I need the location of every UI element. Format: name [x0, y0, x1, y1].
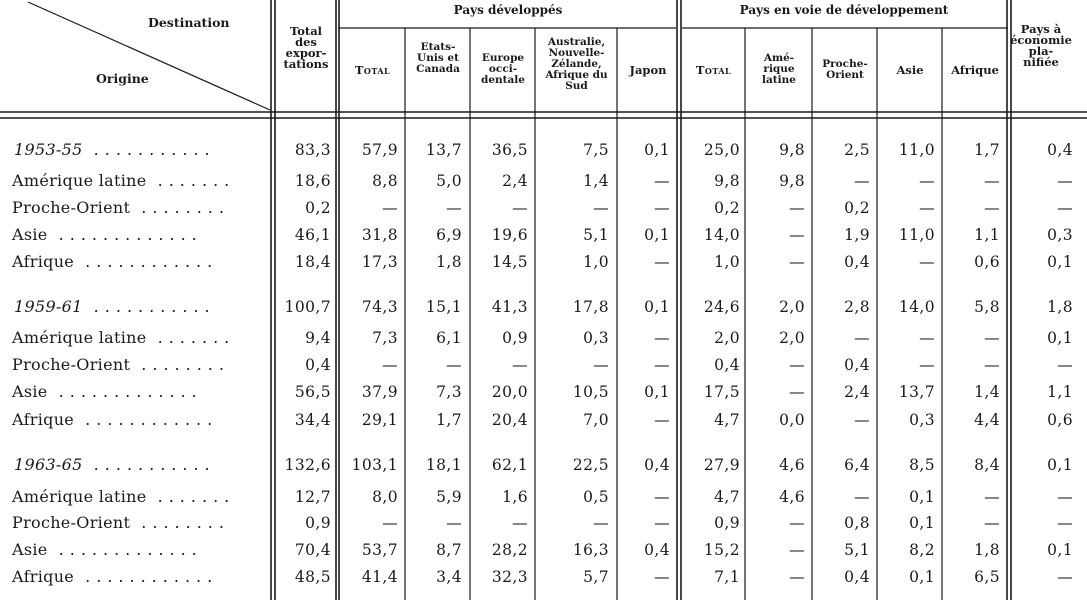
period-label: 1953-55 ........... — [14, 140, 216, 159]
table-cell: 2,4 — [844, 383, 870, 401]
table-cell: — — [984, 488, 1000, 506]
table-cell: 100,7 — [284, 298, 331, 316]
table-cell: 0,3 — [583, 329, 609, 347]
table-cell: 41,3 — [491, 298, 528, 316]
table-cell: 1,7 — [436, 411, 462, 429]
table-cell: 0,5 — [583, 488, 609, 506]
region-label: Asie ............. — [12, 225, 203, 244]
table-cell: 5,7 — [583, 568, 609, 586]
table-cell: — — [789, 541, 805, 559]
asia-header: Asie — [896, 63, 924, 77]
table-cell: 41,4 — [361, 568, 398, 586]
western-europe-header: Europe occi- dentale — [481, 52, 525, 86]
table-cell: — — [1057, 568, 1073, 586]
table-cell: 0,1 — [909, 488, 935, 506]
table-cell: — — [1057, 514, 1073, 532]
table-cell: — — [789, 199, 805, 217]
table-cell: 53,7 — [361, 541, 398, 559]
table-cell: 5,1 — [583, 226, 609, 244]
table-cell: 15,1 — [425, 298, 462, 316]
table-cell: — — [1057, 199, 1073, 217]
table-cell: 0,1 — [1047, 541, 1073, 559]
table-cell: — — [654, 568, 670, 586]
table-cell: 0,4 — [714, 356, 740, 374]
table-cell: 17,5 — [703, 383, 740, 401]
table-cell: 1,0 — [714, 253, 740, 271]
table-cell: 19,6 — [491, 226, 528, 244]
table-cell: 0,8 — [844, 514, 870, 532]
leader-dots: ........ — [130, 513, 230, 532]
table-cell: 10,5 — [572, 383, 609, 401]
table-cell: 11,0 — [898, 226, 935, 244]
period-label: 1959-61 ........... — [14, 297, 216, 316]
table-cell: 2,5 — [844, 141, 870, 159]
table-cell: — — [984, 172, 1000, 190]
table-cell: 20,0 — [491, 383, 528, 401]
table-cell: — — [789, 226, 805, 244]
table-cell: — — [984, 356, 1000, 374]
table-cell: 103,1 — [351, 456, 398, 474]
origin-label: Origine — [96, 71, 149, 86]
table-cell: 18,6 — [294, 172, 331, 190]
table-cell: 8,7 — [436, 541, 462, 559]
table-cell: 83,3 — [294, 141, 331, 159]
table-cell: 0,9 — [502, 329, 528, 347]
table-cell: 0,2 — [714, 199, 740, 217]
leader-dots: ........ — [130, 355, 230, 374]
table-cell: 0,1 — [909, 514, 935, 532]
table-cell: 2,0 — [714, 329, 740, 347]
table-cell: — — [654, 172, 670, 190]
table-cell: 1,1 — [1047, 383, 1073, 401]
table-cell: — — [593, 356, 609, 374]
table-cell: 2,0 — [779, 298, 805, 316]
region-label: Proche-Orient ........ — [12, 355, 230, 374]
region-label: Asie ............. — [12, 382, 203, 401]
table-cell: — — [919, 253, 935, 271]
leader-dots: ............. — [47, 540, 203, 559]
total-exports-header: Total des expor- tations — [283, 24, 329, 71]
table-cell: 74,3 — [361, 298, 398, 316]
region-label: Proche-Orient ........ — [12, 513, 230, 532]
table-cell: — — [654, 488, 670, 506]
table-cell: 11,0 — [898, 141, 935, 159]
table-cell: 0,1 — [1047, 456, 1073, 474]
table-cell: 8,0 — [372, 488, 398, 506]
table-cell: 31,8 — [361, 226, 398, 244]
table-cell: 1,7 — [974, 141, 1000, 159]
leader-dots: ............ — [74, 410, 219, 429]
leader-dots: ............ — [74, 252, 219, 271]
table-cell: — — [854, 488, 870, 506]
table-cell: 0,2 — [844, 199, 870, 217]
table-cell: 4,7 — [714, 411, 740, 429]
leader-dots: ....... — [146, 487, 236, 506]
table-cell: — — [654, 514, 670, 532]
table-cell: — — [984, 514, 1000, 532]
table-cell: 1,4 — [974, 383, 1000, 401]
table-cell: 1,9 — [844, 226, 870, 244]
table-cell: — — [919, 199, 935, 217]
table-cell: — — [789, 356, 805, 374]
table-cell: — — [854, 411, 870, 429]
table-cell: — — [593, 514, 609, 532]
table-cell: 3,4 — [436, 568, 462, 586]
table-cell: — — [382, 199, 398, 217]
table-cell: 1,0 — [583, 253, 609, 271]
table-cell: 36,5 — [491, 141, 528, 159]
table-cell: — — [593, 199, 609, 217]
table-cell: — — [446, 199, 462, 217]
table-cell: — — [446, 356, 462, 374]
table-cell: 0,1 — [1047, 253, 1073, 271]
table-cell: 2,8 — [844, 298, 870, 316]
table-cell: 15,2 — [703, 541, 740, 559]
table-cell: 5,1 — [844, 541, 870, 559]
table-cell: — — [1057, 488, 1073, 506]
table-cell: 9,4 — [305, 329, 331, 347]
table-cell: 0,6 — [1047, 411, 1073, 429]
table-cell: 6,5 — [974, 568, 1000, 586]
table-cell: 24,6 — [703, 298, 740, 316]
table-cell: 7,1 — [714, 568, 740, 586]
table-cell: 0,9 — [714, 514, 740, 532]
destination-label: Destination — [148, 15, 230, 30]
table-cell: 1,8 — [1047, 298, 1073, 316]
table-cell: 13,7 — [425, 141, 462, 159]
table-cell: 56,5 — [294, 383, 331, 401]
region-label: Amérique latine ....... — [12, 171, 236, 190]
table-cell: 0,4 — [844, 253, 870, 271]
table-cell: 9,8 — [779, 172, 805, 190]
table-cell: 0,4 — [644, 541, 670, 559]
table-cell: 0,4 — [1047, 141, 1073, 159]
table-cell: 6,9 — [436, 226, 462, 244]
table-cell: — — [654, 329, 670, 347]
leader-dots: ........... — [82, 455, 216, 474]
near-east-header: Proche- Orient — [822, 58, 868, 81]
region-label: Amérique latine ....... — [12, 328, 236, 347]
table-cell: — — [919, 329, 935, 347]
table-cell: 14,0 — [703, 226, 740, 244]
table-cell: — — [919, 356, 935, 374]
table-cell: 37,9 — [361, 383, 398, 401]
australia-nz-sa-header: Australie, Nouvelle- Zélande, Afrique du Sud — [545, 36, 608, 92]
table-cell: 62,1 — [491, 456, 528, 474]
table-cell: — — [382, 514, 398, 532]
leader-dots: ............. — [47, 382, 203, 401]
table-cell: — — [654, 253, 670, 271]
table-cell: 0,4 — [844, 356, 870, 374]
table-cell: — — [789, 514, 805, 532]
table-cell: 1,8 — [436, 253, 462, 271]
region-label: Afrique ............ — [12, 252, 219, 271]
table-cell: 16,3 — [572, 541, 609, 559]
table-cell: 2,0 — [779, 329, 805, 347]
table-cell: — — [789, 568, 805, 586]
leader-dots: ....... — [146, 328, 236, 347]
table-cell: 1,4 — [583, 172, 609, 190]
table-cell: 8,2 — [909, 541, 935, 559]
region-label: Proche-Orient ........ — [12, 198, 230, 217]
table-cell: 1,8 — [974, 541, 1000, 559]
table-cell: 32,3 — [491, 568, 528, 586]
table-cell: 0,0 — [779, 411, 805, 429]
table-cell: — — [654, 199, 670, 217]
table-cell: 0,1 — [644, 141, 670, 159]
table-cell: 4,6 — [779, 488, 805, 506]
table-cell: 5,0 — [436, 172, 462, 190]
table-cell: 20,4 — [491, 411, 528, 429]
table-cell: 7,5 — [583, 141, 609, 159]
table-cell: 0,1 — [1047, 329, 1073, 347]
leader-dots: ....... — [146, 171, 236, 190]
table-cell: 9,8 — [779, 141, 805, 159]
developing-total-header: Total — [695, 63, 732, 77]
africa-header: Afrique — [951, 63, 999, 77]
table-cell: 0,3 — [1047, 226, 1073, 244]
table-cell: 70,4 — [294, 541, 331, 559]
region-label: Asie ............. — [12, 540, 203, 559]
table-cell: 0,9 — [305, 514, 331, 532]
table-cell: 0,4 — [844, 568, 870, 586]
region-label: Afrique ............ — [12, 567, 219, 586]
table-cell: — — [446, 514, 462, 532]
table-cell: 0,1 — [644, 226, 670, 244]
table-cell: 8,4 — [974, 456, 1000, 474]
leader-dots: ............. — [47, 225, 203, 244]
table-cell: 48,5 — [294, 568, 331, 586]
table-cell: 17,3 — [361, 253, 398, 271]
leader-dots: ............ — [74, 567, 219, 586]
table-cell: 7,3 — [372, 329, 398, 347]
table-cell: — — [512, 356, 528, 374]
table-cell: 1,6 — [502, 488, 528, 506]
table-cell: — — [1057, 172, 1073, 190]
table-cell: 0,4 — [305, 356, 331, 374]
leader-dots: ........... — [82, 297, 216, 316]
table-cell: 14,5 — [491, 253, 528, 271]
table-cell: 2,4 — [502, 172, 528, 190]
japan-header: Japon — [629, 63, 667, 77]
developed-header: Pays développés — [453, 3, 563, 17]
table-cell: 5,8 — [974, 298, 1000, 316]
developed-total-header: Total — [354, 63, 391, 77]
table-cell: 0,6 — [974, 253, 1000, 271]
table-cell: 14,0 — [898, 298, 935, 316]
table-cell: — — [789, 253, 805, 271]
table-cell: 4,7 — [714, 488, 740, 506]
table-cell: 6,4 — [844, 456, 870, 474]
table-cell: — — [1057, 356, 1073, 374]
region-label: Afrique ............ — [12, 410, 219, 429]
table-cell: 4,6 — [779, 456, 805, 474]
usa-canada-header: Etats- Unis et Canada — [416, 41, 460, 75]
table-cell: — — [512, 199, 528, 217]
table-cell: 18,4 — [294, 253, 331, 271]
table-cell: — — [854, 172, 870, 190]
table-cell: 1,1 — [974, 226, 1000, 244]
table-cell: 27,9 — [703, 456, 740, 474]
table-cell: 57,9 — [361, 141, 398, 159]
table-cell: — — [654, 411, 670, 429]
table-cell: 18,1 — [425, 456, 462, 474]
table-cell: 22,5 — [572, 456, 609, 474]
table-cell: 0,4 — [644, 456, 670, 474]
table-cell: 0,2 — [305, 199, 331, 217]
table-cell: 4,4 — [974, 411, 1000, 429]
table-cell: — — [854, 329, 870, 347]
table-cell: 7,0 — [583, 411, 609, 429]
table-cell: 46,1 — [294, 226, 331, 244]
table-cell: — — [919, 172, 935, 190]
table-cell: 0,1 — [644, 383, 670, 401]
region-label: Amérique latine ....... — [12, 487, 236, 506]
latin-america-header: Amé- rique latine — [762, 52, 796, 86]
table-cell: 8,5 — [909, 456, 935, 474]
table-cell: 5,9 — [436, 488, 462, 506]
table-cell: 6,1 — [436, 329, 462, 347]
table-cell: 7,3 — [436, 383, 462, 401]
table-cell: 34,4 — [294, 411, 331, 429]
developing-header: Pays en voie de développement — [739, 3, 949, 17]
table-cell: 12,7 — [294, 488, 331, 506]
planned-economy-header: Pays à économie pla- nifiée — [1010, 22, 1072, 69]
table-cell: — — [654, 356, 670, 374]
table-cell: 13,7 — [898, 383, 935, 401]
table-cell: 29,1 — [361, 411, 398, 429]
table-cell: 0,1 — [909, 568, 935, 586]
table-cell: — — [984, 199, 1000, 217]
table-cell: — — [984, 329, 1000, 347]
leader-dots: ........... — [82, 140, 216, 159]
table-cell: 28,2 — [491, 541, 528, 559]
table-cell: 0,3 — [909, 411, 935, 429]
table-cell: — — [512, 514, 528, 532]
table-cell: 0,1 — [644, 298, 670, 316]
table-cell: 17,8 — [572, 298, 609, 316]
leader-dots: ........ — [130, 198, 230, 217]
table-cell: 9,8 — [714, 172, 740, 190]
period-label: 1963-65 ........... — [14, 455, 216, 474]
table-cell: — — [382, 356, 398, 374]
table-cell: — — [789, 383, 805, 401]
table-cell: 132,6 — [284, 456, 331, 474]
table-cell: 8,8 — [372, 172, 398, 190]
table-cell: 25,0 — [703, 141, 740, 159]
